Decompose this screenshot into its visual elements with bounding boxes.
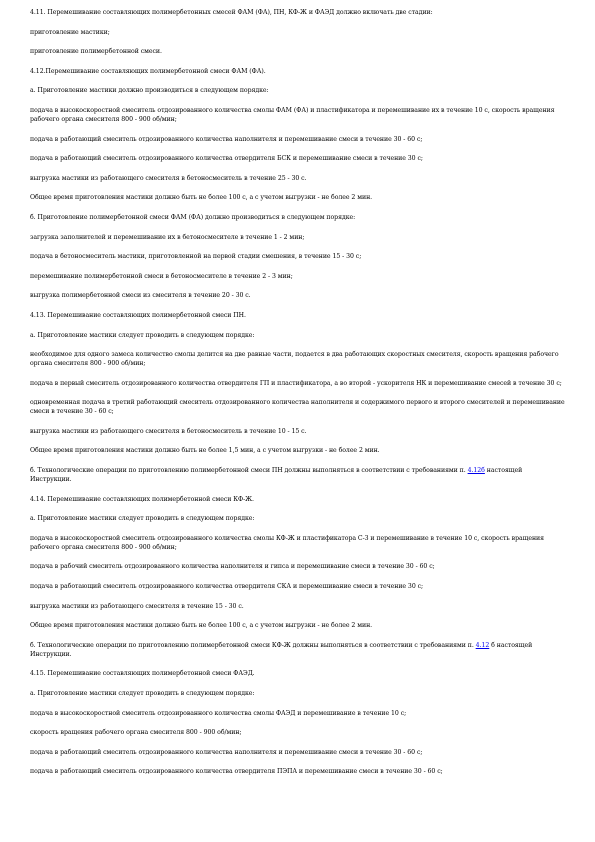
- paragraph-text: перемешивание полимербетонной смеси в бетоносмесителе в течение 2 - 3 мин;: [30, 272, 293, 280]
- paragraph-text: подача в первый смеситель отдозированного количества отвердителя ГП и пластификатора, а во второй - ускорителя НК и перемешивание смесей в течение 30 с;: [30, 379, 562, 387]
- paragraph: [30, 427, 565, 436]
- paragraph: [30, 174, 565, 183]
- paragraph-text: выгрузка полимербетонной смеси из смесителя в течение 20 - 30 с.: [30, 292, 251, 300]
- paragraph: [30, 106, 565, 124]
- paragraph-text: одновременная подача в третий работающий смеситель отдозированного количества наполнителя и содержимого первого и второго смесителей и перемешивание смеси в течение 30 - 60 с;: [30, 399, 565, 416]
- paragraph-text: а. Приготовление мастики должно производиться в следующем порядке:: [30, 87, 269, 95]
- paragraph: [30, 602, 565, 611]
- paragraph: [30, 67, 565, 76]
- paragraph: [30, 689, 565, 698]
- paragraph-text: подача в работающий смеситель отдозированного количества наполнителя и перемешивание смеси в течение 30 - 60 с;: [30, 135, 423, 143]
- paragraph-text: 4.14. Перемешивание составляющих полимербетонной смеси КФ-Ж.: [30, 495, 254, 503]
- paragraph: [30, 514, 565, 523]
- paragraph: [30, 641, 565, 659]
- paragraph-text: выгрузка мастики из работающего смесителя в течение 15 - 30 с.: [30, 602, 244, 610]
- paragraph-text: приготовление полимербетонной смеси.: [30, 48, 162, 56]
- paragraph-text: б. Технологические операции по приготовлению полимербетонной смеси КФ-Ж должны выполняться в соответствии с требованиями п.: [30, 641, 476, 649]
- paragraph-text: Общее время приготовления мастики должно быть не более 100 с, а с учетом выгрузки - не более 2 мин.: [30, 194, 373, 202]
- section-link[interactable]: 4.12б: [467, 467, 485, 475]
- paragraph-text: б. Приготовление полимербетонной смеси ФАМ (ФА) должно производиться в следующем порядке:: [30, 213, 356, 221]
- paragraph: [30, 379, 565, 388]
- paragraph: [30, 767, 565, 776]
- paragraph: [30, 8, 565, 17]
- paragraph: [30, 728, 565, 737]
- paragraph: [30, 86, 565, 95]
- paragraph-text: подача в работающий смеситель отдозированного количества отвердителя ПЭПА и перемешивание смеси в течение 30 - 60 с;: [30, 768, 443, 776]
- paragraph: [30, 709, 565, 718]
- paragraph: [30, 28, 565, 37]
- paragraph-text: подача в высокоскоростной смеситель отдозированного количества смолы ФАЭД и перемешивание в течение 10 с;: [30, 709, 407, 717]
- paragraph: [30, 495, 565, 504]
- paragraph: [30, 582, 565, 591]
- paragraph: [30, 154, 565, 163]
- paragraph-text: подача в бетоносмеситель мастики, приготовленной на первой стадии смешения, в течение 15 - 30 с;: [30, 253, 362, 261]
- paragraph: [30, 621, 565, 630]
- paragraph-text: Общее время приготовления мастики должно быть не более 1,5 мин, а с учетом выгрузки - не более 2 мин.: [30, 447, 380, 455]
- paragraph: [30, 193, 565, 202]
- paragraph: [30, 291, 565, 300]
- paragraph: [30, 311, 565, 320]
- paragraph: [30, 350, 565, 368]
- paragraph-text: а. Приготовление мастики следует проводить в следующем порядке:: [30, 515, 255, 523]
- paragraph: [30, 534, 565, 552]
- paragraph: [30, 47, 565, 56]
- paragraph-text: подача в работающий смеситель отдозированного количества отвердителя СКА и перемешивание смеси в течение 30 с;: [30, 583, 424, 591]
- section-link[interactable]: 4.12: [475, 641, 490, 649]
- paragraph-text: выгрузка мастики из работающего смесителя в бетоносмеситель в течение 10 - 15 с.: [30, 427, 307, 435]
- paragraph: [30, 331, 565, 340]
- paragraph-text-tail: настоящей Инструкции.: [30, 467, 523, 484]
- paragraph-text: скорость вращения рабочего органа смесителя 800 - 900 об/мин;: [30, 729, 242, 737]
- paragraph-text: загрузка заполнителей и перемешивание их в бетоносмесителе в течение 1 - 2 мин;: [30, 233, 305, 241]
- paragraph-text: 4.13. Перемешивание составляющих полимербетонной смеси ПН.: [30, 311, 246, 319]
- paragraph-text: приготовление мастики;: [30, 28, 110, 36]
- paragraph-text: подача в работающий смеситель отдозированного количества отвердителя БСК и перемешивание смеси в течение 30 с;: [30, 155, 423, 163]
- paragraph: [30, 213, 565, 222]
- paragraph: [30, 135, 565, 144]
- paragraph-text: необходимое для одного замеса количество смолы делится на две равные части, подается в два работающих скоростных смесителя, скорость вращения рабочего органа смесителя 800 - 900 об/мин;: [30, 351, 559, 368]
- paragraph: [30, 272, 565, 281]
- paragraph-text: а. Приготовление мастики следует проводить в следующем порядке:: [30, 690, 255, 697]
- paragraph-text: подача в высокоскоростной смеситель отдозированного количества смолы КФ-Ж и пластификатора С-3 и перемешивание в течение 10 с, скорость вращения рабочего органа смесителя 800 - 900 об/мин;: [30, 534, 544, 551]
- paragraph: [30, 252, 565, 261]
- paragraph: [30, 446, 565, 455]
- paragraph-text: б. Технологические операции по приготовлению полимербетонной смеси ПН должны выполняться в соответствии с требованиями п.: [30, 467, 468, 475]
- paragraph-text: подача в высокоскоростной смеситель отдозированного количества смолы ФАМ (ФА) и пластификатора и перемешивание их в течение 10 с, скорость вращения рабочего органа смесителя 800 - 900 об/мин;: [30, 106, 555, 123]
- paragraph-text: 4.15. Перемешивание составляющих полимербетонной смеси ФАЭД.: [30, 670, 255, 678]
- paragraph: [30, 562, 565, 571]
- paragraph-text-tail: б настоящей Инструкции.: [30, 641, 533, 658]
- paragraph: [30, 748, 565, 757]
- paragraph: [30, 233, 565, 242]
- paragraph-text: подача в работающий смеситель отдозированного количества наполнителя и перемешивание смеси в течение 30 - 60 с;: [30, 748, 423, 756]
- paragraph-text: Общее время приготовления мастики должно быть не более 100 с, а с учетом выгрузки - не более 2 мин.: [30, 622, 373, 630]
- paragraph-text: 4.11. Перемешивание составляющих полимербетонных смесей ФАМ (ФА), ПН, КФ-Ж и ФАЭД должно включать две стадии:: [30, 9, 433, 16]
- paragraph-text: а. Приготовление мастики следует проводить в следующем порядке:: [30, 331, 255, 339]
- paragraph: [30, 669, 565, 678]
- paragraph: [30, 466, 565, 484]
- paragraph-text: 4.12.Перемешивание составляющих полимербетонной смеси ФАМ (ФА).: [30, 67, 266, 75]
- paragraph: [30, 398, 565, 416]
- paragraph-text: подача в рабочий смеситель отдозированного количества наполнителя и гипса и перемешивание смеси в течение 30 - 60 с;: [30, 563, 435, 571]
- paragraph-text: выгрузка мастики из работающего смесителя в бетоносмеситель в течение 25 - 30 с.: [30, 174, 307, 182]
